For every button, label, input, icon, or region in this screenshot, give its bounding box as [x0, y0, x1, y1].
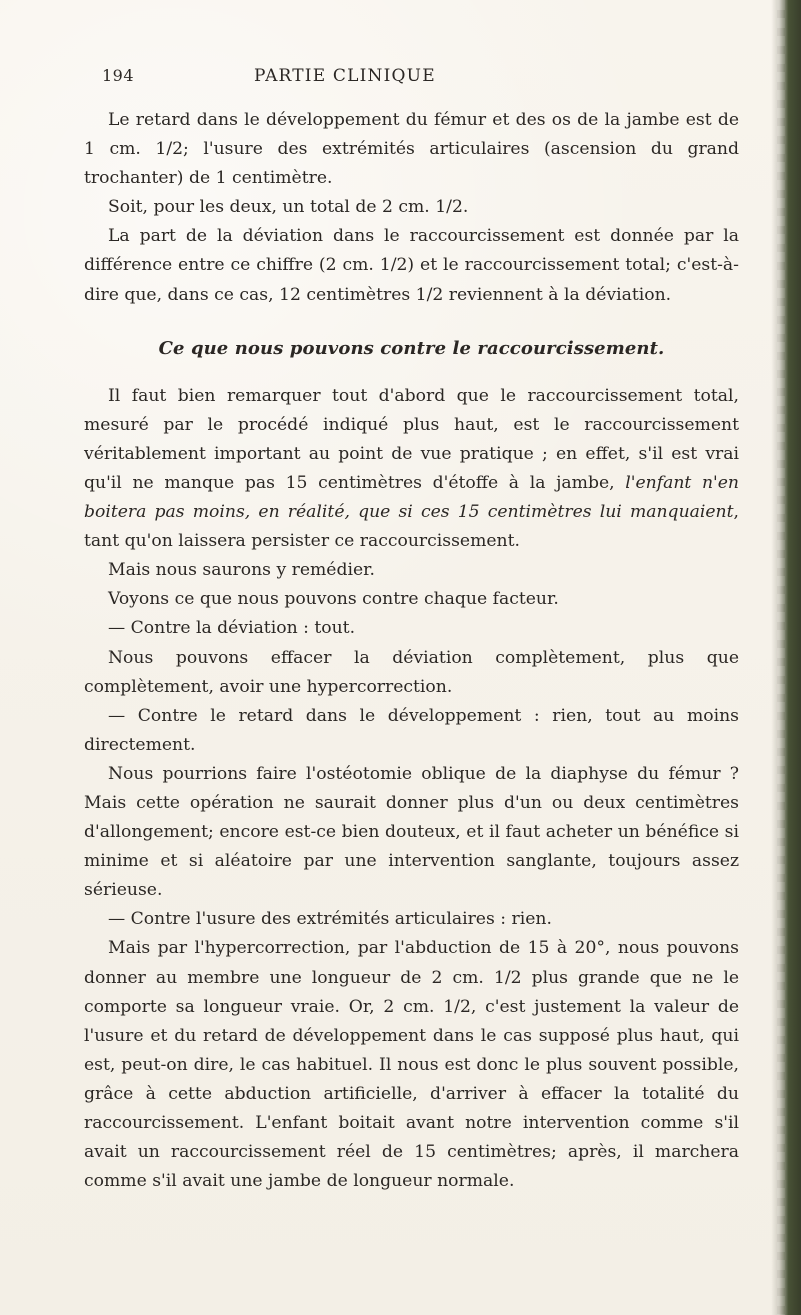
paragraph-7: — Contre la déviation : tout.: [108, 618, 356, 639]
paragraph-4-italic: l'enfant n'en boitera pas moins, en réalité, que si ces 15 centimètres lui manquaient: [84, 472, 740, 523]
page-number: 194: [102, 66, 135, 85]
paragraph-4-part-2: , tant qu'on laissera persister ce raccourcissement.: [84, 502, 739, 552]
paragraph-12: Mais par l'hypercorrection, par l'abduction de 15 à 20°, nous pouvons donner au membre une longueur de 2 cm. 1/2 plus grande que ne le comporte sa longueur vraie. Or, 2 cm. 1/2, c'est justement la valeur de l'usure et du retard de développement dans le cas supposé plus haut, qui est, peut-on dire, le cas habituel. Il nous est donc le plus souvent possible, grâce à cette abduction artificielle, d'arriver à effacer la totalité du raccourcissement. L'enfant boitait avant notre intervention comme s'il avait un raccourcissement réel de 15 centimètres; après, il marchera comme s'il avait une jambe de longueur normale.: [84, 938, 739, 1192]
page-edge-shadow: [771, 0, 801, 1315]
section-heading: Ce que nous pouvons contre le raccourcissement.: [158, 337, 665, 359]
paragraph-11: — Contre l'usure des extrémités articulaires : rien.: [108, 909, 552, 930]
paragraph-1: Le retard dans le développement du fémur et des os de la jambe est de 1 cm. 1/2; l'usure des extrémités articulaires (ascension du grand trochanter) de 1 centimètre.: [84, 110, 739, 189]
paragraph-3: La part de la déviation dans le raccourcissement est donnée par la différence entre ce chiffre (2 cm. 1/2) et le raccourcissement total; c'est-à-dire que, dans ce cas, 12 centimètres 1/2 reviennent à la déviation.: [84, 226, 739, 305]
paragraph-10: Nous pourrions faire l'ostéotomie oblique de la diaphyse du fémur ? Mais cette opération ne saurait donner plus d'un ou deux centimètres d'allongement; encore est-ce bien douteux, et il faut acheter un bénéfice si minime et si aléatoire par une intervention sanglante, toujours assez sérieuse.: [84, 763, 739, 901]
paragraph-4-part-1: Il faut bien remarquer tout d'abord que le raccourcissement total, mesuré par le procédé indiqué plus haut, est le raccourcissement véritablement important au point de vue pratique ; en effet, s'il est vrai qu'il ne manque pas 15 centimètres d'étoffe à la jambe,: [84, 385, 739, 493]
running-head: PARTIE CLINIQUE: [254, 66, 436, 86]
paragraph-6: Voyons ce que nous pouvons contre chaque facteur.: [108, 589, 559, 610]
paragraph-5: Mais nous saurons y remédier.: [108, 560, 375, 581]
page-content: [84, 106, 739, 1196]
paragraph-4: [84, 382, 739, 557]
paragraph-9: — Contre le retard dans le développement : rien, tout au moins directement.: [84, 705, 739, 755]
paragraph-8: Nous pouvons effacer la déviation complètement, plus que complètement, avoir une hypercorrection.: [84, 647, 739, 697]
paragraph-2: Soit, pour les deux, un total de 2 cm. 1/2.: [108, 197, 469, 218]
page-header: [102, 66, 722, 86]
